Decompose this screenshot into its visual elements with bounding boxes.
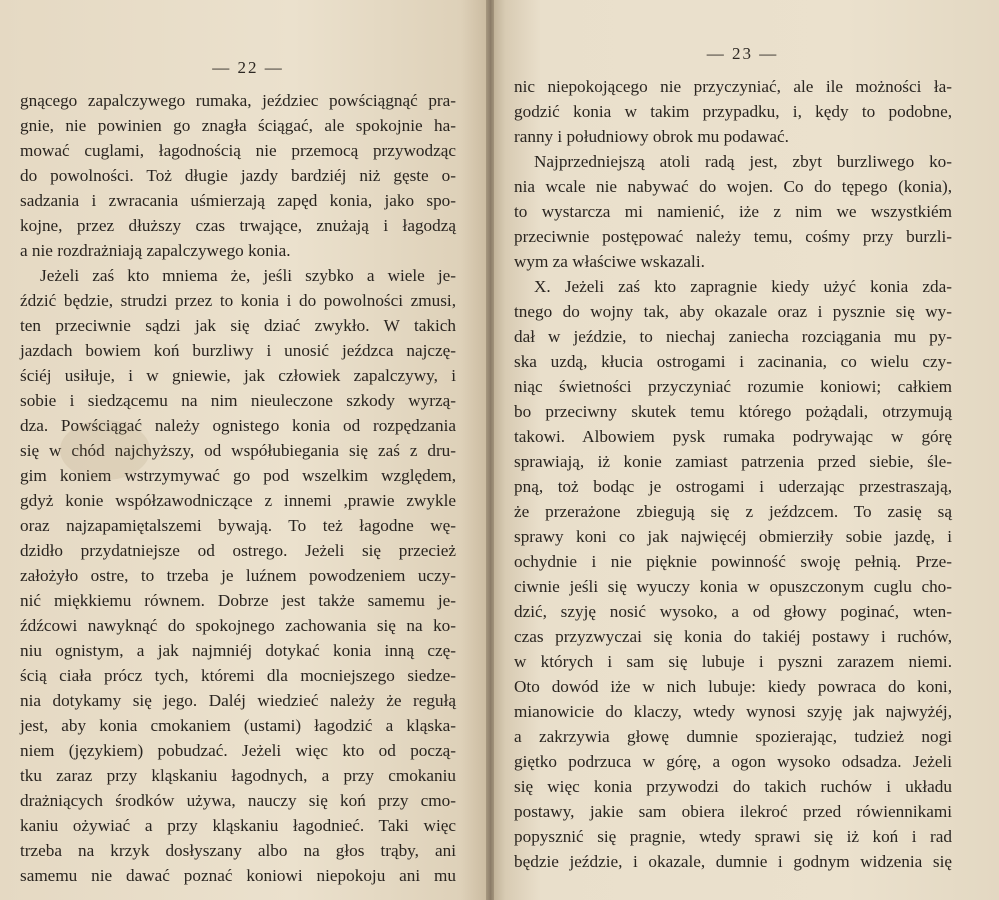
text-line: do powolności. Toż długie jazdy bardziéj niż gęste o- [20, 166, 456, 185]
text-line: ździć będzie, strudzi przez to konia i do powolności zmusi, [20, 291, 456, 310]
text-line: X. Jeżeli zaś kto zapragnie kiedy użyć konia zda- [534, 277, 952, 296]
text-line: Oto dowód iże w nich lubuje: kiedy powraca do koni, [514, 677, 952, 696]
text-line: postawy, jakie sam obiera ilekroć przed rówiennikami [514, 802, 952, 821]
text-line: mować cuglami, łagodnością nie przemocą przywodząc [20, 141, 456, 160]
text-line: kaniu ożywiać a przy kląskaniu łagodnieć. Taki więc [20, 816, 456, 835]
text-line: tnego do wojny tak, aby okazale oraz i pysznie się wy- [514, 302, 952, 321]
text-line: przeciwnie postępować należy temu, cośmy przy burzli- [514, 227, 952, 246]
page-number: — 22 — [212, 58, 284, 77]
text-line: nia wcale nie nabywać do wojen. Co do tępego (konia), [514, 177, 952, 196]
text-line: gdyż konie współzawodniczące z innemi ,prawie zwykle [20, 491, 456, 510]
text-line: drażniących środków używa, nauczy się koń przy cmo- [20, 791, 456, 810]
text-line: jazdach bowiem koń burzliwy i unosić jeźdzca najczę- [20, 341, 456, 360]
text-line: a nie rozdrażniają zapalczywego konia. [20, 241, 291, 260]
right-text-block [514, 74, 971, 874]
text-line: dał w jeździe, to niechaj zaniecha rozciągania mu py- [514, 327, 952, 346]
text-line: giętko podrzuca w górę, a ogon wysoko odsadza. Jeżeli [514, 752, 952, 771]
text-line: ochydnie i nie pięknie powinność swoję pełnią. Prze- [514, 552, 952, 571]
text-line: gim koniem wstrzymywać go pod wszelkim względem, [20, 466, 456, 485]
text-line: Najprzedniejszą atoli radą jest, zbyt burzliwego ko- [534, 152, 952, 171]
text-line: gnie, nie powinien go znagła ściągać, ale spokojnie ha- [20, 116, 456, 135]
text-line: trzeba na krzyk dosłyszany albo na głos trąby, ani [20, 841, 456, 860]
text-line: ten przeciwnie sądzi jak się dziać zwykło. W takich [20, 316, 456, 335]
text-line: jest, aby konia cmokaniem (ustami) łagodzić a kląska- [20, 716, 456, 735]
text-line: godzić konia w takim przypadku, i, kędy to podobne, [514, 102, 952, 121]
text-line: niąc świetności przyczyniać rozumie koniowi; całkiem [514, 377, 952, 396]
page-number: — 23 — [706, 44, 779, 63]
text-line: się w chód najchyższy, od współubiegania się zaś z dru- [20, 441, 456, 460]
text-line: tku zaraz przy kląskaniu łagodnych, a przy cmokaniu [20, 766, 456, 785]
text-line: sprawy koni co jak najwięcéj obmierziły sobie jazdę, i [514, 527, 952, 546]
text-line: niem (językiem) pobudzać. Jeżeli więc kto od począ- [20, 741, 456, 760]
text-line: mianowicie do klaczy, wtedy wynosi szyję jak najwyżéj, [514, 702, 952, 721]
text-line: ska uzdą, kłucia ostrogami i zacinania, co wielu czy- [514, 352, 952, 371]
text-line: Jeżeli zaś kto mniema że, jeśli szybko a wiele je- [40, 266, 456, 285]
text-line: dzidło przydatniejsze od ostrego. Jeżeli się przecież [20, 541, 456, 560]
text-line: nia dotykamy się jego. Daléj wiedzieć należy że regułą [20, 691, 456, 710]
left-text-block [20, 88, 476, 888]
text-line: nic niepokojącego nie przyczyniać, ale ile możności ła- [514, 77, 952, 96]
text-line: kojne, przez dłuższy czas trwające, znużają i łagodzą [20, 216, 456, 235]
text-line: sprawiają, iż konie zamiast patrzenia przed siebie, śle- [514, 452, 952, 471]
text-line: się więc konia przywodzi do takich ruchów i układu [514, 777, 952, 796]
text-line: bo przeciwny skutek temu którego pożądali, otrzymują [514, 402, 952, 421]
text-line: sadzania i zwracania uśmierzają zapęd konia, jako spo- [20, 191, 456, 210]
text-line: w których i sam się lubuje i pyszni zarazem niemi. [514, 652, 952, 671]
left-page [0, 0, 490, 900]
text-line: gnącego zapalczywego rumaka, jeździec powściągnąć pra- [20, 91, 456, 110]
text-line: ścią ciała prócz tych, któremi dla mocniejszego siedze- [20, 666, 456, 685]
text-line: źdźcowi nawyknąć do spokojnego zachowania się na ko- [20, 616, 456, 635]
right-page [490, 0, 999, 900]
text-line: samemu nie dawać poznać koniowi niepokoju ani mu [20, 866, 456, 885]
text-line: a zakrzywia głowę dumnie spozierając, tudzież nogi [514, 727, 952, 746]
text-line: ciwnie jeśli się wyuczy konia w opuszczonym cuglu cho- [514, 577, 952, 596]
text-line: nić miękkiemu równem. Dobrze jest także samemu je- [20, 591, 456, 610]
text-line: to wystarcza mi namienić, iże z nim we wszystkiém [514, 202, 952, 221]
text-line: popysznić się pragnie, wtedy sprawi się iż koń i rad [514, 827, 952, 846]
text-line: założyło ostre, to trzeba je luźnem powodzeniem uczy- [20, 566, 456, 585]
text-line: będzie jeździe, i okazale, dumnie i godnym widzenia się [514, 852, 952, 871]
text-line: niu ognistym, a jak najmniéj dotykać konia inną czę- [20, 641, 456, 660]
text-line: sobie i siedzącemu na nim nieuleczone szkody wyrzą- [20, 391, 456, 410]
text-line: takowi. Albowiem pysk rumaka podrywając w górę [514, 427, 952, 446]
text-line: dza. Powściągać należy ognistego konia od rozpędzania [20, 416, 456, 435]
text-line: ranny i południowy obrok mu podawać. [514, 127, 789, 146]
text-line: pną, toż bodąc je ostrogami i uderzając przestraszają, [514, 477, 952, 496]
book-gutter [486, 0, 494, 900]
text-line: ściéj usiłuje, i w gniewie, jak człowiek zapalczywy, i [20, 366, 456, 385]
text-line: wym za właściwe wskazali. [514, 252, 705, 271]
text-line: oraz najzapamiętalszemi bywają. To też łagodne wę- [20, 516, 456, 535]
text-line: czas przyzwyczai się konia do takiéj postawy i ruchów, [514, 627, 952, 646]
text-line: że przerażone zbiegują się z jeźdzcem. To zasię są [514, 502, 952, 521]
text-line: dzić, szyję nosić wysoko, a od głowy poginać, wten- [514, 602, 952, 621]
